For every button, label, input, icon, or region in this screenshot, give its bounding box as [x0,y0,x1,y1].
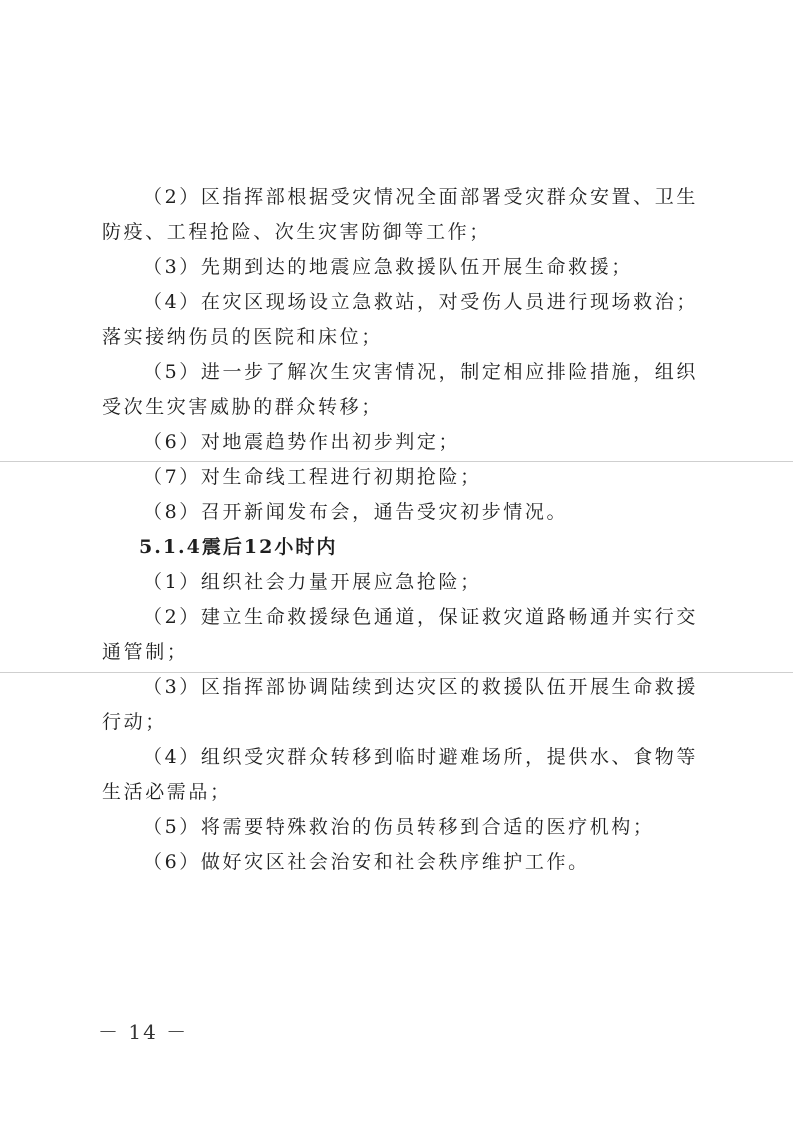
paragraph-item-1: （1）组织社会力量开展应急抢险； [143,571,482,593]
document-body [102,180,698,880]
paragraph-item-4: （4）在灾区现场设立急救站，对受伤人员进行现场救治；落实接纳伤员的医院和床位； [102,291,698,348]
paragraph-item-3: （3）区指挥部协调陆续到达灾区的救援队伍开展生命救援行动； [102,676,698,733]
page-number: － 14 － [98,1020,189,1044]
paragraph-item-8: （8）召开新闻发布会，通告受灾初步情况。 [143,501,569,523]
paragraph-item-2: （2）区指挥部根据受灾情况全面部署受灾群众安置、卫生防疫、工程抢险、次生灾害防御等工作； [102,186,698,243]
paragraph-item-3: （3）先期到达的地震应急救援队伍开展生命救援； [143,256,633,278]
paragraph-item-7: （7）对生命线工程进行初期抢险； [143,466,482,488]
paragraph-item-5: （5）进一步了解次生灾害情况，制定相应排险措施，组织受次生灾害威胁的群众转移； [102,361,698,418]
paragraph-item-2: （2）建立生命救援绿色通道，保证救灾道路畅通并实行交通管制； [102,606,698,663]
paragraph-item-6: （6）对地震趋势作出初步判定； [143,431,461,453]
paragraph-item-6: （6）做好灾区社会治安和社会秩序维护工作。 [143,851,590,873]
paragraph-item-4: （4）组织受灾群众转移到临时避难场所，提供水、食物等生活必需品； [102,746,698,803]
section-heading: 5.1.4震后12小时内 [139,536,338,558]
paragraph-item-5: （5）将需要特殊救治的伤员转移到合适的医疗机构； [143,816,655,838]
